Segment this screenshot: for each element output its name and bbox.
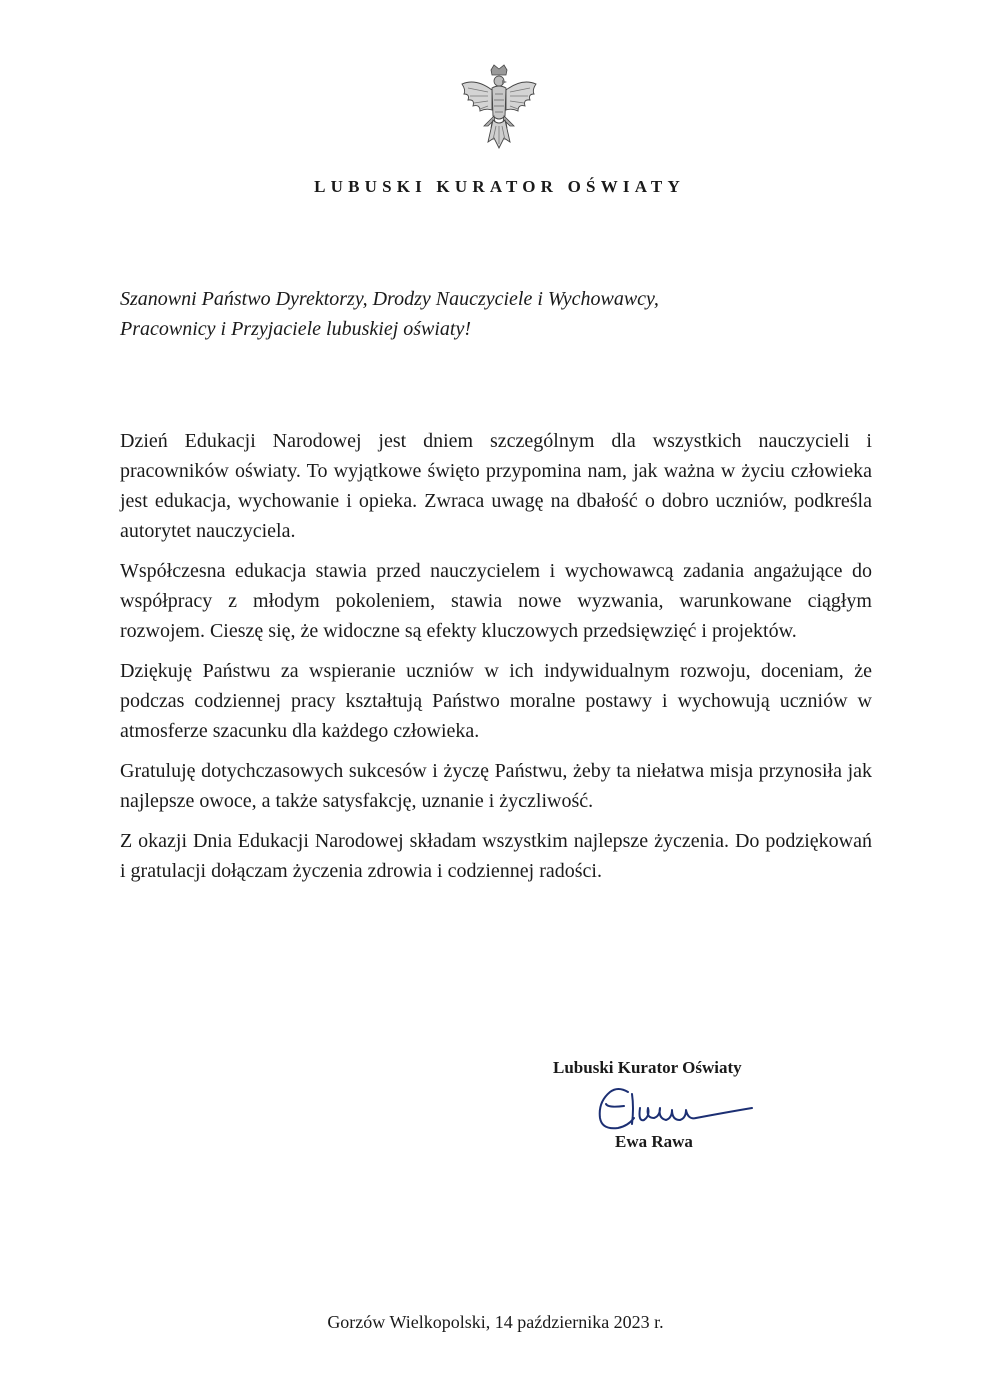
- place-and-date: Gorzów Wielkopolski, 14 października 2023 r.: [327, 1312, 664, 1332]
- eagle-emblem-icon: [458, 64, 540, 152]
- salutation-line: Szanowni Państwo Dyrektorzy, Drodzy Nauczyciele i Wychowawcy,: [120, 288, 659, 310]
- body-paragraph: Z okazji Dnia Edukacji Narodowej składam wszystkim najlepsze życzenia. Do podziękowań i gratulacji dołączam życzenia zdrowia i codziennej radości.: [120, 830, 872, 882]
- body-paragraph: Dzień Edukacji Narodowej jest dniem szczególnym dla wszystkich nauczycieli i pracowników oświaty. To wyjątkowe święto przypomina nam, jak ważna w życiu człowieka jest edukacja, wychowanie i opieka. Zwraca uwagę na dbałość o dobro uczniów, podkreśla autorytet nauczyciela.: [120, 430, 872, 542]
- signatory-name: Ewa Rawa: [615, 1132, 693, 1151]
- handwritten-signature: [588, 1078, 758, 1140]
- signatory-title: Lubuski Kurator Oświaty: [553, 1058, 742, 1077]
- letter-body: [120, 426, 872, 896]
- body-paragraph: Dziękuję Państwu za wspieranie uczniów w ich indywidualnym rozwoju, doceniam, że podczas codziennej pracy kształtują Państwo moralne postawy i wychowują uczniów w atmosferze szacunku dla każdego człowieka.: [120, 660, 872, 742]
- office-title: LUBUSKI KURATOR OŚWIATY: [314, 177, 685, 196]
- salutation: [120, 284, 880, 344]
- signature-block: [540, 1056, 790, 1166]
- salutation-line: Pracownicy i Przyjaciele lubuskiej oświaty!: [120, 318, 472, 340]
- body-paragraph: Gratuluję dotychczasowych sukcesów i życzę Państwu, żeby ta niełatwa misja przynosiła jak najlepsze owoce, a także satysfakcję, uznanie i życzliwość.: [120, 760, 872, 812]
- body-paragraph: Współczesna edukacja stawia przed nauczycielem i wychowawcą zadania angażujące do współpracy z młodym pokoleniem, stawia nowe wyzwania, warunkowane ciągłym rozwojem. Cieszę się, że widoczne są efekty kluczowych przedsięwzięć i projektów.: [120, 560, 872, 642]
